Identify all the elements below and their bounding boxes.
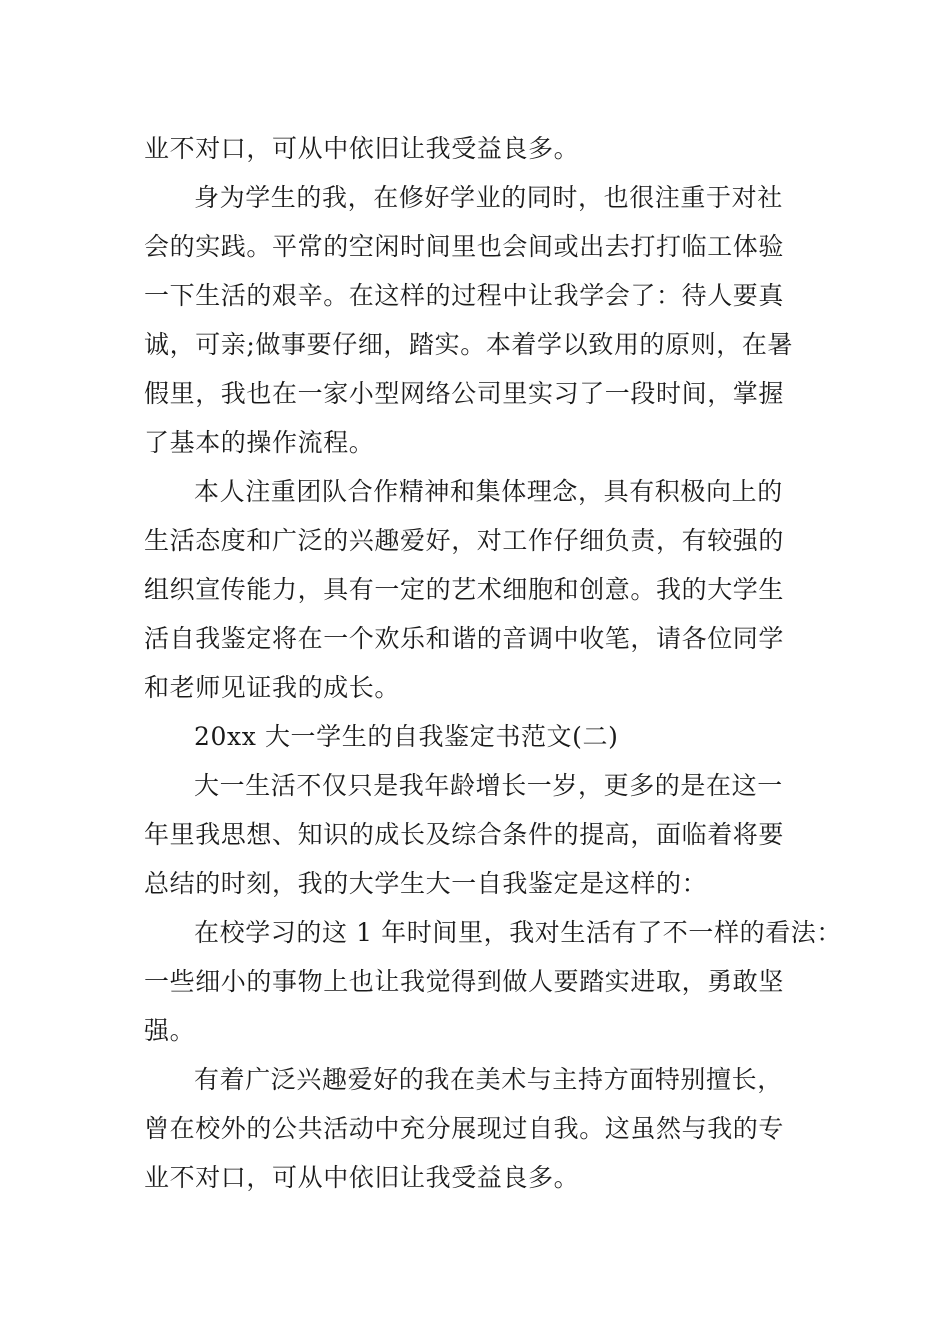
paragraph-teamwork xyxy=(144,467,812,712)
text-line: 活自我鉴定将在一个欢乐和谐的音调中收笔，请各位同学 xyxy=(144,624,785,653)
text-line: 一下生活的艰辛。在这样的过程中让我学会了：待人要真 xyxy=(144,281,785,310)
text-line: 总结的时刻，我的大学生大一自我鉴定是这样的： xyxy=(144,869,708,898)
text-line: 会的实践。平常的空闲时间里也会间或出去打打临工体验 xyxy=(144,232,785,261)
text-line: 组织宣传能力，具有一定的艺术细胞和创意。我的大学生 xyxy=(144,575,785,604)
text-line: 曾在校外的公共活动中充分展现过自我。这虽然与我的专 xyxy=(144,1114,785,1143)
paragraph-social-practice xyxy=(144,173,812,467)
text-line: 假里，我也在一家小型网络公司里实习了一段时间，掌握 xyxy=(144,379,785,408)
paragraph-study-year xyxy=(144,908,843,1055)
text-line: 年里我思想、知识的成长及综合条件的提高，面临着将要 xyxy=(144,820,785,849)
text-line: 有着广泛兴趣爱好的我在美术与主持方面特别擅长， xyxy=(194,1065,783,1094)
document-body xyxy=(144,124,843,1202)
text-line: 大一生活不仅只是我年龄增长一岁，更多的是在这一 xyxy=(194,771,783,800)
paragraph-freshman-intro xyxy=(144,761,812,908)
text-line: 业不对口，可从中依旧让我受益良多。 xyxy=(144,134,580,163)
text-line: 本人注重团队合作精神和集体理念，具有积极向上的 xyxy=(194,477,783,506)
text-line: 诚，可亲;做事要仔细，踏实。本着学以致用的原则，在暑 xyxy=(144,330,794,359)
section-title: 20xx 大一学生的自我鉴定书范文(二) xyxy=(194,722,619,751)
text-line: 在校学习的这 1 年时间里，我对生活有了不一样的看法： xyxy=(194,918,843,947)
text-line: 业不对口，可从中依旧让我受益良多。 xyxy=(144,1163,580,1192)
text-line: 强。 xyxy=(144,1016,196,1045)
section-heading xyxy=(144,712,812,761)
text-line: 了基本的操作流程。 xyxy=(144,428,375,457)
paragraph-continued xyxy=(144,124,812,173)
paragraph-hobbies xyxy=(144,1055,812,1202)
text-line: 一些细小的事物上也让我觉得到做人要踏实进取，勇敢坚 xyxy=(144,967,785,996)
text-line: 身为学生的我，在修好学业的同时，也很注重于对社 xyxy=(194,183,783,212)
text-line: 生活态度和广泛的兴趣爱好，对工作仔细负责，有较强的 xyxy=(144,526,785,555)
text-line: 和老师见证我的成长。 xyxy=(144,673,401,702)
